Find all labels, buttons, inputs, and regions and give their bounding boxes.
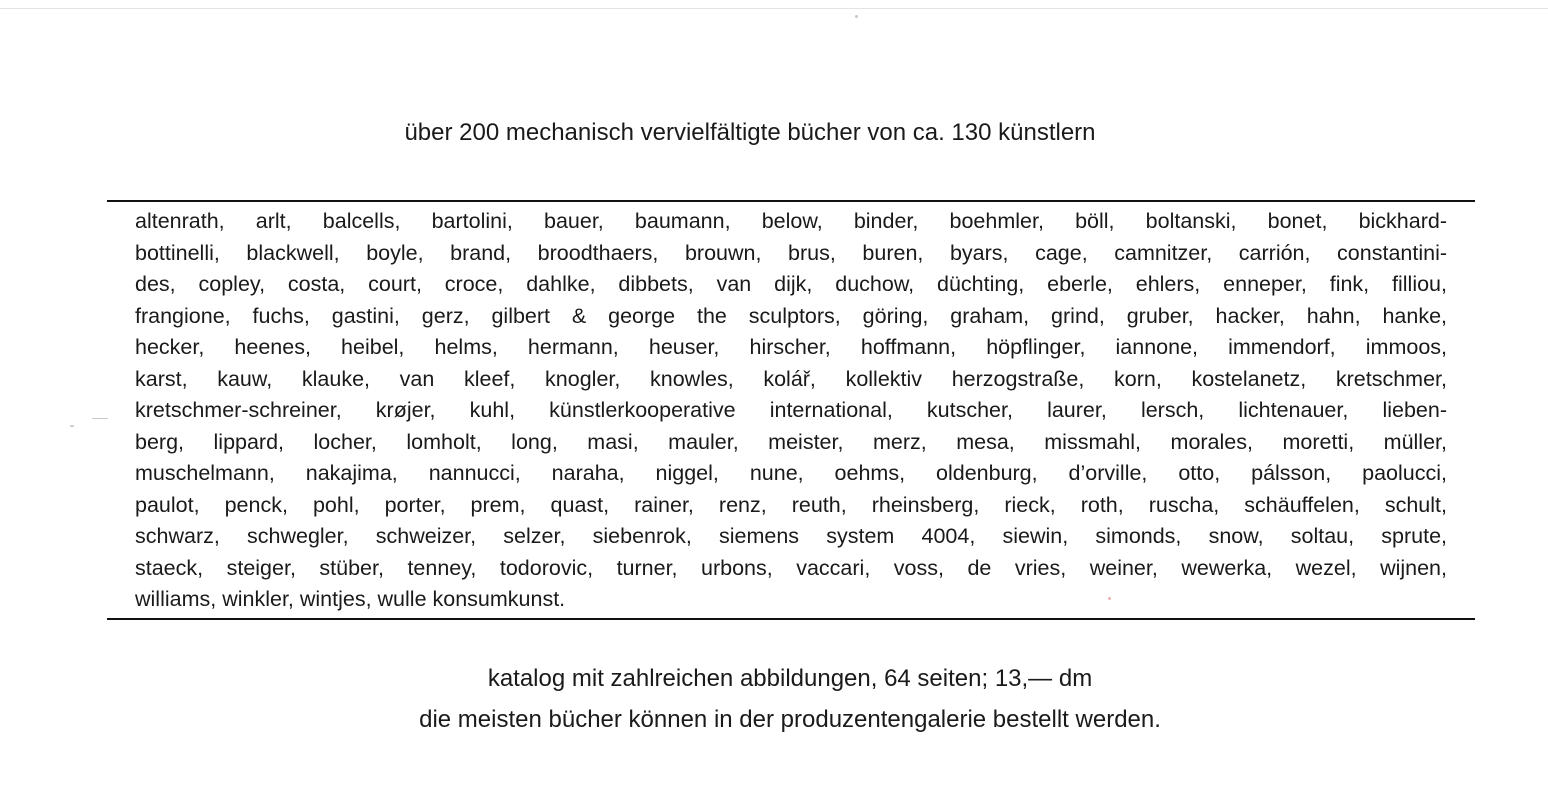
artist-list-line: bottinelli, blackwell, boyle, brand, broodthaers, brouwn, brus, buren, byars, cage, camnitzer, carrión, constantini-	[135, 240, 1447, 265]
artist-list-line: paulot, penck, pohl, porter, prem, quast, rainer, renz, reuth, rheinsberg, rieck, roth, ruscha, schäuffelen, schult,	[135, 492, 1447, 517]
artist-list-line: altenrath, arlt, balcells, bartolini, bauer, baumann, below, binder, boehmler, böll, boltanski, bonet, bickhard-	[135, 209, 1447, 233]
paper-speck	[1108, 597, 1111, 600]
artist-list-line: berg, lippard, locher, lomholt, long, masi, mauler, meister, merz, mesa, missmahl, morales, moretti, müller,	[135, 429, 1447, 454]
catalog-info: katalog mit zahlreichen abbildungen, 64 seiten; 13,— dm	[487, 665, 1093, 692]
top-divider	[107, 200, 1475, 202]
artist-list-line: muschelmann, nakajima, nannucci, naraha, niggel, nune, oehms, oldenburg, d’orville, otto, pálsson, paolucci,	[135, 461, 1447, 485]
artist-list-line: hecker, heenes, heibel, helms, hermann, heuser, hirscher, hoffmann, höpflinger, iannone, immendorf, immoos,	[135, 335, 1447, 359]
artist-list-line: des, copley, costa, court, croce, dahlke, dibbets, van dijk, duchow, düchting, eberle, ehlers, enneper, fink, filliou,	[135, 272, 1447, 296]
paper-speck	[92, 418, 108, 419]
artist-list-line: williams, winkler, wintjes, wulle konsumkunst.	[135, 587, 566, 611]
paper-speck	[70, 425, 74, 427]
page-edge-line	[0, 8, 1548, 9]
artist-list-line: schwarz, schwegler, schweizer, selzer, siebenrok, siemens system 4004, siewin, simonds, snow, soltau, sprute,	[135, 524, 1447, 548]
headline: über 200 mechanisch vervielfältigte bücher von ca. 130 künstlern	[404, 119, 1096, 146]
artist-list	[135, 206, 1447, 616]
bottom-divider	[107, 618, 1475, 620]
artist-list-line: frangione, fuchs, gastini, gerz, gilbert & george the sculptors, göring, graham, grind, gruber, hacker, hahn, hanke,	[135, 303, 1447, 328]
artist-list-line: karst, kauw, klauke, van kleef, knogler, knowles, kolář, kollektiv herzogstraße, korn, kostelanetz, kretschmer,	[135, 366, 1447, 391]
order-note: die meisten bücher können in der produzentengalerie bestellt werden.	[419, 706, 1161, 733]
paper-speck	[855, 15, 858, 18]
artist-list-line: kretschmer-schreiner, krøjer, kuhl, künstlerkooperative international, kutscher, laurer, lersch, lichtenauer, lieben-	[135, 398, 1447, 422]
artist-list-line: staeck, steiger, stüber, tenney, todorovic, turner, urbons, vaccari, voss, de vries, weiner, wewerka, wezel, wijnen,	[135, 555, 1447, 580]
